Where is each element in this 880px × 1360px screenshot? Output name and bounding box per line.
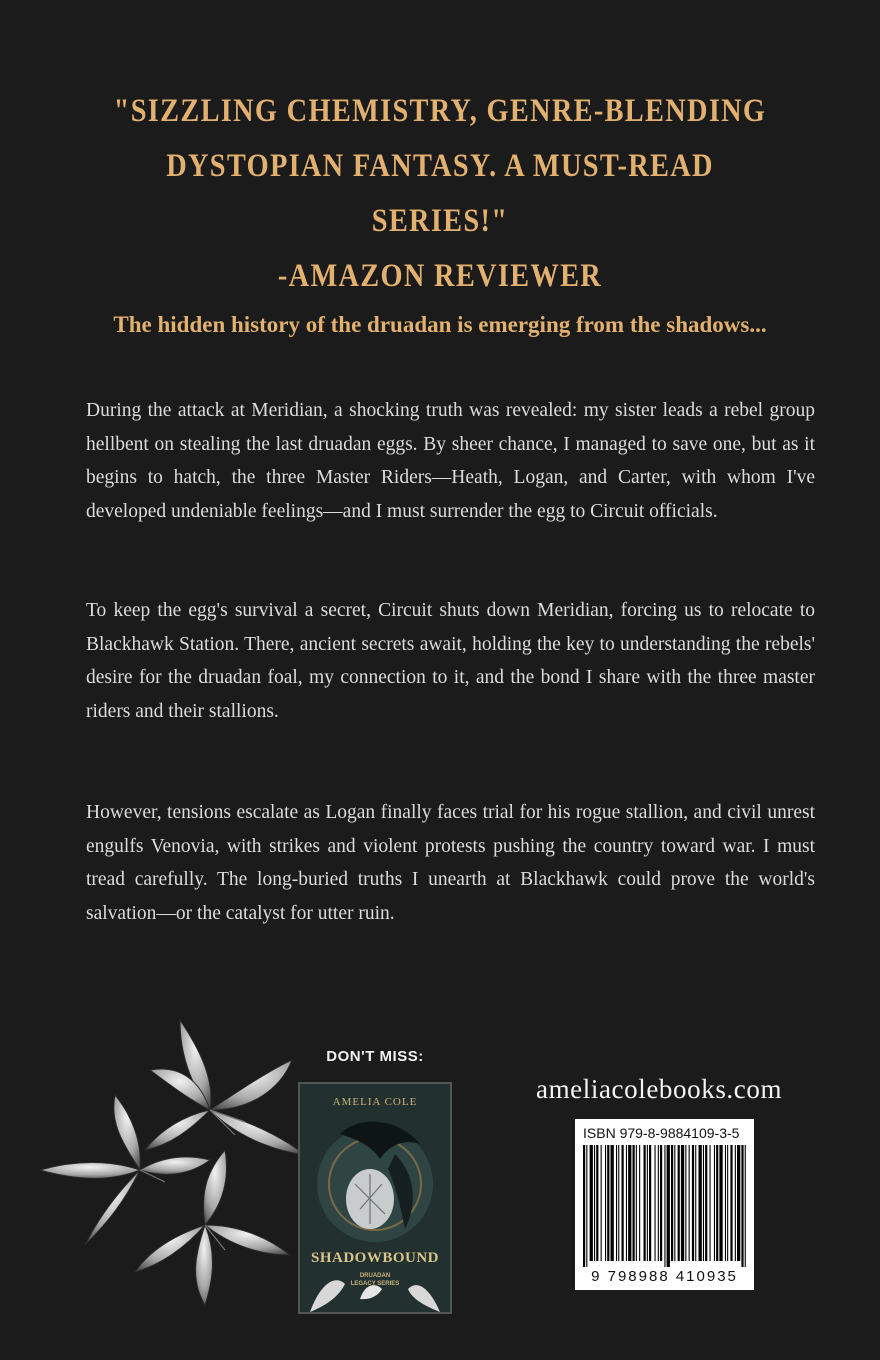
barcode-bar bbox=[611, 1145, 614, 1261]
review-quote bbox=[113, 84, 767, 304]
barcode-bar bbox=[639, 1145, 640, 1261]
barcode-bar bbox=[692, 1145, 694, 1261]
barcode-bar bbox=[660, 1145, 662, 1261]
barcode-bar bbox=[741, 1145, 743, 1267]
barcode-bar bbox=[626, 1145, 627, 1261]
book-author: AMELIA COLE bbox=[332, 1096, 418, 1108]
barcode-bar bbox=[628, 1145, 631, 1261]
barcode-bar bbox=[667, 1145, 670, 1267]
isbn-barcode bbox=[575, 1119, 754, 1290]
barcode-bar bbox=[594, 1145, 595, 1261]
isbn-label: ISBN 979-8-9884109-3-5 bbox=[583, 1125, 740, 1141]
book-title: SHADOWBOUND bbox=[310, 1250, 439, 1266]
barcode-bar bbox=[658, 1145, 659, 1261]
barcode-bar bbox=[664, 1145, 665, 1267]
blurb-paragraph-2: To keep the egg's survival a secret, Circuit shuts down Meridian, forcing us to relocate to Blackhawk Station. There, ancient secrets await, holding the key to understanding the rebels' desire for the druadan foal, my connection to it, and the bond I share with the three master riders and their stallions. bbox=[86, 600, 815, 722]
barcode-bar bbox=[583, 1145, 585, 1267]
dont-miss-label: DON'T MISS: bbox=[326, 1048, 424, 1065]
barcode-bar bbox=[730, 1145, 732, 1261]
barcode-bar bbox=[735, 1145, 736, 1261]
book-cover-shadowbound bbox=[298, 1082, 452, 1314]
isbn-digits: 9 798988 410935 bbox=[591, 1268, 738, 1285]
barcode-bar bbox=[590, 1145, 593, 1261]
barcode-bar bbox=[596, 1145, 598, 1261]
barcode-bar bbox=[655, 1145, 656, 1261]
barcode-bar bbox=[705, 1145, 707, 1261]
barcode-bar bbox=[647, 1145, 648, 1261]
barcode-bar bbox=[685, 1145, 686, 1261]
barcode-bar bbox=[618, 1145, 619, 1261]
lily-flowers-illustration bbox=[30, 1010, 320, 1310]
barcode-bar bbox=[601, 1145, 602, 1261]
book-series: DRUADAN LEGACY SERIES bbox=[350, 1273, 400, 1287]
barcode-bar bbox=[586, 1145, 587, 1267]
barcode-bar bbox=[745, 1145, 746, 1267]
barcode-bar bbox=[616, 1145, 617, 1261]
barcode-bar bbox=[649, 1145, 651, 1261]
barcode-bar bbox=[644, 1145, 646, 1261]
barcode-bar bbox=[719, 1145, 722, 1261]
quote-line-2: DYSTOPIAN FANTASY. A MUST-READ SERIES!" bbox=[166, 148, 714, 239]
barcode-bar bbox=[605, 1145, 606, 1261]
barcode-bar bbox=[699, 1145, 702, 1261]
quote-attribution: -AMAZON REVIEWER bbox=[277, 258, 603, 294]
barcode-bar bbox=[681, 1145, 684, 1261]
blurb-paragraph-3: However, tensions escalate as Logan finally faces trial for his rogue stallion, and civil unrest engulfs Venovia, with strikes and violent protests pushing the country toward war. I must tread carefully. The long-buried truths I unearth at Blackhawk could prove the world's salvation—or the catalyst for utter ruin. bbox=[86, 802, 815, 924]
barcode-bar bbox=[607, 1145, 609, 1261]
quote-line-1: "SIZZLING CHEMISTRY, GENRE-BLENDING bbox=[113, 93, 767, 129]
tagline: The hidden history of the druadan is emerging from the shadows... bbox=[113, 312, 767, 337]
barcode-bar bbox=[689, 1145, 690, 1261]
barcode-bar bbox=[710, 1145, 711, 1261]
barcode-bar bbox=[725, 1145, 726, 1261]
barcode-bar bbox=[674, 1145, 675, 1261]
barcode-bar bbox=[695, 1145, 696, 1261]
barcode-bar bbox=[737, 1145, 740, 1261]
barcode-bar bbox=[636, 1145, 637, 1261]
barcode-bar bbox=[671, 1145, 673, 1261]
barcode-bar bbox=[678, 1145, 680, 1261]
blurb-paragraph-1: During the attack at Meridian, a shocking truth was revealed: my sister leads a rebel group hellbent on stealing the last druadan eggs. By sheer chance, I managed to save one, but as it begins to hatch, the three Master Riders—Heath, Logan, and Carter, with whom I've developed undeniable feelings—and I must surrender the egg to Circuit officials. bbox=[86, 400, 815, 522]
barcode-bar bbox=[622, 1145, 624, 1261]
barcode-bar bbox=[727, 1145, 728, 1261]
barcode-bar bbox=[714, 1145, 715, 1261]
author-website[interactable]: ameliacolebooks.com bbox=[536, 1074, 783, 1104]
barcode-bars bbox=[581, 1145, 748, 1267]
barcode-bar bbox=[703, 1145, 704, 1261]
barcode-bar bbox=[716, 1145, 718, 1261]
barcode-bar bbox=[633, 1145, 635, 1261]
